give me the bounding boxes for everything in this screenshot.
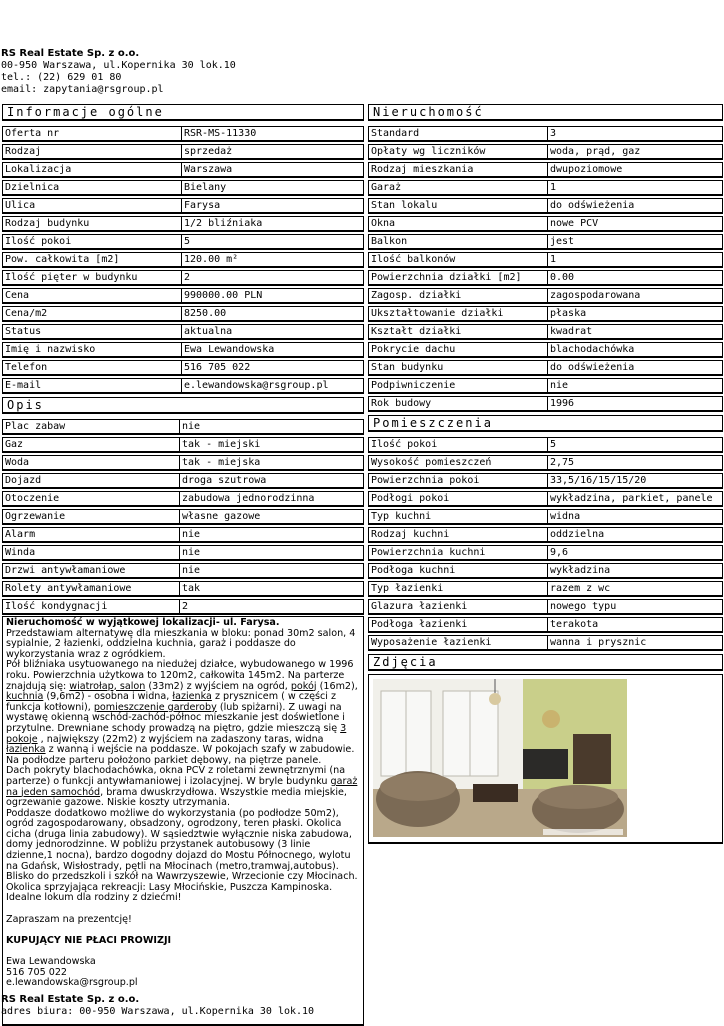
- header: [1, 48, 236, 96]
- table-row: [2, 545, 364, 561]
- table-row: [368, 180, 723, 196]
- contact-email: e.lewandowska@rsgroup.pl: [6, 977, 138, 989]
- table-row: [2, 473, 364, 489]
- row-value: blachodachówka: [548, 342, 723, 358]
- table-row: [368, 581, 723, 597]
- row-value: 1/2 bliźniaka: [182, 216, 364, 232]
- company-phone: tel.: (22) 629 01 80: [1, 72, 122, 83]
- table-row: [368, 396, 723, 412]
- row-value: aktualna: [182, 324, 364, 340]
- row-value: 516 705 022: [182, 360, 364, 376]
- row-value: RSR-MS-11330: [182, 126, 364, 142]
- row-value: płaska: [548, 306, 723, 322]
- row-label: Zagosp. działki: [368, 288, 548, 304]
- row-value: kwadrat: [548, 324, 723, 340]
- row-label: Cena: [2, 288, 182, 304]
- row-value: dwupoziomowe: [548, 162, 723, 178]
- table-row: [2, 360, 364, 376]
- row-label: Powierzchnia pokoi: [368, 473, 548, 489]
- table-row: [368, 563, 723, 579]
- photo-container: [368, 674, 723, 844]
- table-row: [368, 216, 723, 232]
- row-label: Ilość pięter w budynku: [2, 270, 182, 286]
- row-label: Podłoga łazienki: [368, 617, 548, 633]
- row-value: tak - miejski: [180, 437, 364, 453]
- row-label: Stan lokalu: [368, 198, 548, 214]
- description-invitation: Zapraszam na prezentcję!: [6, 913, 132, 925]
- row-value: zabudowa jednorodzinna: [180, 491, 364, 507]
- row-label: Ogrzewanie: [2, 509, 180, 525]
- table-row: [2, 455, 364, 471]
- table-row: [368, 198, 723, 214]
- table-row: [368, 455, 723, 471]
- row-value: 2: [182, 270, 364, 286]
- row-value: 1: [548, 180, 723, 196]
- table-row: [368, 126, 723, 142]
- description-paragraph: Okolica sprzyjająca rekreacji: Lasy Młocińskie, Puszcza Kampinoska. Idealne lokum dla rodziny z dziećmi!: [6, 881, 333, 904]
- row-label: Stan budynku: [368, 360, 548, 376]
- table-row: [2, 581, 364, 597]
- row-label: Standard: [368, 126, 548, 142]
- section-title-property: Nieruchomość: [368, 104, 723, 121]
- row-label: Wyposażenie łazienki: [368, 635, 548, 651]
- row-label: Rodzaj budynku: [2, 216, 182, 232]
- row-value: 990000.00 PLN: [182, 288, 364, 304]
- row-value: Bielany: [182, 180, 364, 196]
- row-label: Dzielnica: [2, 180, 182, 196]
- table-row: [2, 144, 364, 160]
- company-email: email: zapytania@rsgroup.pl: [1, 84, 164, 95]
- row-label: Balkon: [368, 234, 548, 250]
- row-label: Typ łazienki: [368, 581, 548, 597]
- table-row: [368, 437, 723, 453]
- table-row: [368, 342, 723, 358]
- table-row: [2, 342, 364, 358]
- row-label: Woda: [2, 455, 180, 471]
- row-value: nie: [180, 527, 364, 543]
- row-label: Opłaty wg liczników: [368, 144, 548, 160]
- table-row: [368, 252, 723, 268]
- table-row: [2, 126, 364, 142]
- property-table: [368, 124, 723, 414]
- row-label: Rodzaj: [2, 144, 182, 160]
- row-value: nie: [180, 545, 364, 561]
- footer: [1, 994, 314, 1018]
- row-value: zagospodarowana: [548, 288, 723, 304]
- row-value: 1: [548, 252, 723, 268]
- row-label: Lokalizacja: [2, 162, 182, 178]
- row-value: 5: [182, 234, 364, 250]
- description-paragraph: Pół bliźniaka usytuowanego na niedużej działce, wybudowanego w 1996 roku. Powierzchnia użytkowa to 120m2, całkowita 145m2. Na parterze znajdują się: wiatrołap, salon (33m2) z wyjściem na ogród, pokój (16m2), kuchnia (9,6m2) - osobna i widna, łazienka z prysznicem ( w części z funkcja kotłowni), pomieszczenie garderoby (lub spiżarni). Z uwagi na wystawę okienną wschód-zachód-północ mieszkanie jest doświetlone i przytulne. Drewniane schody prowadzą na piętro, gdzie mieszczą się 3 pokoje , największy (22m2) z wyjściem na zadaszony taras, widna łazienka z wanną i wejście na poddasze. W pokojach szafy w zabudowie. Na podłodze parteru położono parkiet dębowy, na piętrze panele.: [6, 659, 358, 766]
- footer-address: adres biura: 00-950 Warszawa, ul.Kopernika 30 lok.10: [1, 1006, 315, 1017]
- table-row: [368, 635, 723, 651]
- table-row: [368, 527, 723, 543]
- section-title-general: Informacje ogólne: [2, 104, 364, 121]
- description: [2, 616, 364, 1026]
- row-value: 2: [180, 599, 364, 615]
- left-column: [2, 104, 364, 1026]
- row-label: Alarm: [2, 527, 180, 543]
- table-row: [2, 419, 364, 435]
- property-photo[interactable]: [373, 679, 627, 837]
- row-label: Rolety antywłamaniowe: [2, 581, 180, 597]
- company-name: RS Real Estate Sp. z o.o.: [1, 48, 140, 59]
- row-label: Status: [2, 324, 182, 340]
- table-row: [368, 144, 723, 160]
- description-paragraph: Poddasze dodatkowo możliwe do wykorzystania (po podłodze 50m2), ogród zagospodarowany, obsadzony, ogrodzony, teren płaski. Okolica cicha (druga linia zabudowy). W sąsiedztwie wyłącznie niska zabudowa, domy jednorodzinne. W pobliżu przystanek autobusowy (3 linie dzienne,1 nocna), bardzo dogodny dojazd do Mostu Północnego, wylotu na Gdańsk, Wisłostrady, pętli na Młocinach (metro,tramwaj,autobus). Blisko do przedszkoli i szkół na Wawrzyszewie, Wrzecionie czy Młocinach.: [6, 807, 358, 883]
- row-label: Pow. całkowita [m2]: [2, 252, 182, 268]
- row-value: 5: [548, 437, 723, 453]
- row-value: do odświeżenia: [548, 198, 723, 214]
- section-title-photos: Zdjęcia: [368, 654, 723, 671]
- row-value: 33,5/16/15/15/20: [548, 473, 723, 489]
- row-label: Rodzaj kuchni: [368, 527, 548, 543]
- table-row: [368, 599, 723, 615]
- row-label: Ilość pokoi: [2, 234, 182, 250]
- row-label: Podłoga kuchni: [368, 563, 548, 579]
- row-value: nie: [180, 419, 364, 435]
- table-row: [2, 252, 364, 268]
- row-label: Pokrycie dachu: [368, 342, 548, 358]
- row-label: Winda: [2, 545, 180, 561]
- row-value: nie: [180, 563, 364, 579]
- row-label: Ulica: [2, 198, 182, 214]
- row-label: Ilość pokoi: [368, 437, 548, 453]
- row-label: Telefon: [2, 360, 182, 376]
- rooms-table: [368, 435, 723, 653]
- section-title-rooms: Pomieszczenia: [368, 415, 723, 432]
- general-table: [2, 124, 364, 396]
- table-row: [2, 563, 364, 579]
- row-value: sprzedaż: [182, 144, 364, 160]
- row-label: Kształt działki: [368, 324, 548, 340]
- table-row: [368, 473, 723, 489]
- section-title-opis: Opis: [2, 397, 364, 414]
- row-value: własne gazowe: [180, 509, 364, 525]
- table-row: [2, 216, 364, 232]
- row-value: tak - miejska: [180, 455, 364, 471]
- row-label: Ilość balkonów: [368, 252, 548, 268]
- right-column: [368, 104, 723, 844]
- row-value: widna: [548, 509, 723, 525]
- row-value: e.lewandowska@rsgroup.pl: [182, 378, 364, 394]
- table-row: [368, 360, 723, 376]
- row-value: Warszawa: [182, 162, 364, 178]
- row-label: Wysokość pomieszczeń: [368, 455, 548, 471]
- row-value: terakota: [548, 617, 723, 633]
- row-value: razem z wc: [548, 581, 723, 597]
- contact-phone: 516 705 022: [6, 966, 68, 978]
- table-row: [368, 234, 723, 250]
- row-value: 0.00: [548, 270, 723, 286]
- row-label: Glazura łazienki: [368, 599, 548, 615]
- table-row: [2, 509, 364, 525]
- table-row: [2, 599, 364, 615]
- row-value: nie: [548, 378, 723, 394]
- table-row: [368, 617, 723, 633]
- row-label: Podpiwniczenie: [368, 378, 548, 394]
- opis-table: [2, 417, 364, 617]
- row-value: jest: [548, 234, 723, 250]
- table-row: [368, 324, 723, 340]
- row-value: 120.00 m²: [182, 252, 364, 268]
- row-label: Okna: [368, 216, 548, 232]
- table-row: [368, 545, 723, 561]
- row-label: Rok budowy: [368, 396, 548, 412]
- row-label: Drzwi antywłamaniowe: [2, 563, 180, 579]
- table-row: [2, 162, 364, 178]
- row-value: do odświeżenia: [548, 360, 723, 376]
- row-label: Rodzaj mieszkania: [368, 162, 548, 178]
- table-row: [2, 306, 364, 322]
- table-row: [2, 234, 364, 250]
- row-value: nowe PCV: [548, 216, 723, 232]
- table-row: [2, 288, 364, 304]
- row-value: 8250.00: [182, 306, 364, 322]
- table-row: [368, 378, 723, 394]
- row-label: Podłogi pokoi: [368, 491, 548, 507]
- row-label: Oferta nr: [2, 126, 182, 142]
- row-value: nowego typu: [548, 599, 723, 615]
- table-row: [2, 527, 364, 543]
- table-row: [2, 198, 364, 214]
- table-row: [2, 437, 364, 453]
- row-value: tak: [180, 581, 364, 597]
- table-row: [368, 288, 723, 304]
- row-label: Plac zabaw: [2, 419, 180, 435]
- row-value: Farysa: [182, 198, 364, 214]
- row-label: E-mail: [2, 378, 182, 394]
- description-paragraph: Przedstawiam alternatywę dla mieszkania w bloku: ponad 30m2 salon, 4 sypialnie, 2 łazienki, oddzielna kuchnia, garaż i poddasze do wykorzystania wraz z ogródkiem.: [6, 627, 356, 660]
- row-value: 3: [548, 126, 723, 142]
- row-label: Ukształtowanie działki: [368, 306, 548, 322]
- row-value: 9,6: [548, 545, 723, 561]
- row-label: Otoczenie: [2, 491, 180, 507]
- row-value: wanna i prysznic: [548, 635, 723, 651]
- row-label: Powierzchnia działki [m2]: [368, 270, 548, 286]
- row-value: wykładzina, parkiet, panele: [548, 491, 723, 507]
- table-row: [2, 324, 364, 340]
- table-row: [2, 270, 364, 286]
- row-label: Typ kuchni: [368, 509, 548, 525]
- row-value: droga szutrowa: [180, 473, 364, 489]
- company-address: 00-950 Warszawa, ul.Kopernika 30 lok.10: [1, 60, 236, 71]
- row-value: 2,75: [548, 455, 723, 471]
- row-value: Ewa Lewandowska: [182, 342, 364, 358]
- row-value: woda, prąd, gaz: [548, 144, 723, 160]
- table-row: [368, 306, 723, 322]
- table-row: [368, 491, 723, 507]
- table-row: [368, 270, 723, 286]
- table-row: [2, 378, 364, 394]
- table-row: [368, 509, 723, 525]
- contact-name: Ewa Lewandowska: [6, 956, 96, 967]
- no-commission-note: KUPUJĄCY NIE PŁACI PROWIZJI: [6, 934, 172, 946]
- table-row: [368, 162, 723, 178]
- description-heading: Nieruchomość w wyjątkowej lokalizacji- ul. Farysa.: [6, 617, 280, 628]
- row-label: Cena/m2: [2, 306, 182, 322]
- row-value: oddzielna: [548, 527, 723, 543]
- description-paragraph: Dach pokryty blachodachówka, okna PCV z roletami zewnętrznymi (na parterze) o funkcji antywłamaniowej i izolacyjnej. W bryle budynku garaż na jeden samochód, brama dwuskrzydłowa. Wszystkie media miejskie, ogrzewanie gazowe. Niskie koszty utrzymania.: [6, 765, 358, 809]
- row-label: Garaż: [368, 180, 548, 196]
- footer-company: RS Real Estate Sp. z o.o.: [1, 994, 140, 1005]
- row-label: Ilość kondygnacji: [2, 599, 180, 615]
- table-row: [2, 180, 364, 196]
- row-value: 1996: [548, 396, 723, 412]
- row-label: Imię i nazwisko: [2, 342, 182, 358]
- row-label: Powierzchnia kuchni: [368, 545, 548, 561]
- row-value: wykładzina: [548, 563, 723, 579]
- row-label: Gaz: [2, 437, 180, 453]
- row-label: Dojazd: [2, 473, 180, 489]
- table-row: [2, 491, 364, 507]
